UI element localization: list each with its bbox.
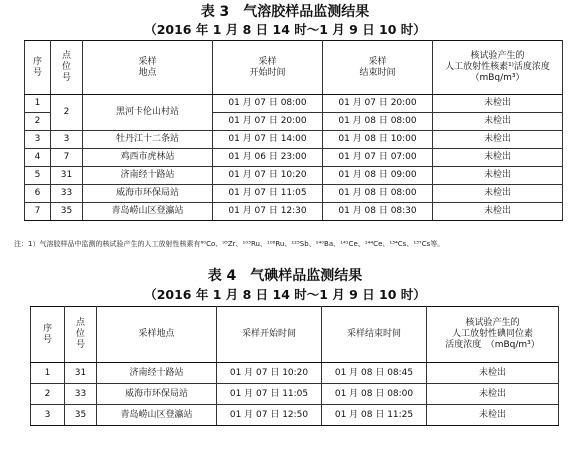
header-result: 核试验产生的 人工放射性核素¹⁾活度浓度 （mBq/m³） [433, 41, 563, 95]
cell-end: 01 月 07 日 20:00 [323, 95, 433, 113]
header-start-time: 采样 开始时间 [213, 41, 323, 95]
table-row [25, 185, 563, 203]
cell-point: 7 [51, 149, 83, 167]
cell-location: 济南经十路站 [83, 167, 213, 185]
cell-point: 2 [51, 95, 83, 131]
cell-seq: 6 [25, 185, 51, 203]
cell-seq: 7 [25, 203, 51, 221]
header-point: 点 位 号 [65, 307, 97, 363]
cell-point: 35 [65, 405, 97, 426]
cell-start: 01 月 07 日 11:05 [213, 185, 323, 203]
table4-title: 表 4 气碘样品监测结果 [207, 268, 363, 284]
cell-start: 01 月 07 日 14:00 [213, 131, 323, 149]
header-start-time: 采样开始时间 [217, 307, 322, 363]
cell-start: 01 月 07 日 20:00 [213, 113, 323, 131]
cell-end: 01 月 08 日 08:30 [323, 203, 433, 221]
cell-start: 01 月 06 日 23:00 [213, 149, 323, 167]
cell-result: 未检出 [433, 167, 563, 185]
cell-end: 01 月 08 日 08:00 [322, 384, 427, 405]
cell-location: 黑河卡伦山村站 [83, 95, 213, 131]
table3-title: 表 3 气溶胶样品监测结果 [200, 4, 370, 20]
header-location: 采样 地点 [83, 41, 213, 95]
cell-seq: 2 [31, 384, 65, 405]
cell-result: 未检出 [427, 384, 559, 405]
cell-location: 威海市环保局站 [83, 185, 213, 203]
cell-result: 未检出 [433, 185, 563, 203]
cell-result: 未检出 [433, 131, 563, 149]
cell-end: 01 月 08 日 08:45 [322, 363, 427, 384]
table-row [31, 363, 559, 384]
cell-seq: 3 [25, 131, 51, 149]
table-row [25, 95, 563, 113]
header-seq: 序 号 [25, 41, 51, 95]
cell-start: 01 月 07 日 11:05 [217, 384, 322, 405]
cell-location: 鸡西市虎林站 [83, 149, 213, 167]
cell-end: 01 月 07 日 07:00 [323, 149, 433, 167]
cell-start: 01 月 07 日 10:20 [217, 363, 322, 384]
cell-point: 33 [65, 384, 97, 405]
cell-start: 01 月 07 日 08:00 [213, 95, 323, 113]
table-row [25, 203, 563, 221]
cell-result: 未检出 [433, 95, 563, 113]
cell-end: 01 月 08 日 09:00 [323, 167, 433, 185]
cell-seq: 2 [25, 113, 51, 131]
cell-seq: 3 [31, 405, 65, 426]
cell-end: 01 月 08 日 08:00 [323, 185, 433, 203]
cell-result: 未检出 [427, 405, 559, 426]
cell-location: 青岛崂山区登瀛站 [83, 203, 213, 221]
cell-seq: 1 [31, 363, 65, 384]
cell-result: 未检出 [433, 203, 563, 221]
header-end-time: 采样结束时间 [322, 307, 427, 363]
table-row [25, 149, 563, 167]
table3 [24, 40, 563, 221]
header-result: 核试验产生的 人工放射性碘同位素 活度浓度 （mBq/m³） [427, 307, 559, 363]
table3-subtitle: （2016 年 1 月 8 日 14 时～1 月 9 日 10 时） [144, 22, 426, 37]
cell-result: 未检出 [433, 113, 563, 131]
cell-location: 牡丹江十二条站 [83, 131, 213, 149]
header-seq: 序 号 [31, 307, 65, 363]
cell-result: 未检出 [427, 363, 559, 384]
cell-start: 01 月 07 日 12:50 [217, 405, 322, 426]
cell-start: 01 月 07 日 12:30 [213, 203, 323, 221]
cell-seq: 5 [25, 167, 51, 185]
table3-footnote: 注：1）气溶胶样品中监测的核试验产生的人工放射性核素有⁶⁰Co、⁹⁵Zr、¹⁰³Ru、¹⁰⁶Ru、¹²⁵Sb、¹⁴⁰Ba、¹⁴¹Ce、¹⁴⁴Ce、¹³⁴Cs、¹³⁷Cs等。 [14, 240, 445, 248]
header-end-time: 采样 结束时间 [323, 41, 433, 95]
table-row [31, 384, 559, 405]
table-row [25, 131, 563, 149]
cell-point: 31 [51, 167, 83, 185]
header-location: 采样地点 [97, 307, 217, 363]
table-row [31, 405, 559, 426]
cell-location: 威海市环保局站 [97, 384, 217, 405]
cell-end: 01 月 08 日 11:25 [322, 405, 427, 426]
cell-location: 济南经十路站 [97, 363, 217, 384]
cell-point: 33 [51, 185, 83, 203]
cell-end: 01 月 08 日 10:00 [323, 131, 433, 149]
cell-result: 未检出 [433, 149, 563, 167]
table4 [30, 306, 559, 426]
cell-location: 青岛崂山区登瀛站 [97, 405, 217, 426]
table-row [25, 167, 563, 185]
cell-point: 35 [51, 203, 83, 221]
header-point: 点 位 号 [51, 41, 83, 95]
cell-seq: 1 [25, 95, 51, 113]
cell-end: 01 月 08 日 08:00 [323, 113, 433, 131]
cell-point: 3 [51, 131, 83, 149]
cell-start: 01 月 07 日 10:20 [213, 167, 323, 185]
cell-seq: 4 [25, 149, 51, 167]
table4-subtitle: （2016 年 1 月 8 日 14 时～1 月 9 日 10 时） [144, 287, 426, 302]
cell-point: 31 [65, 363, 97, 384]
